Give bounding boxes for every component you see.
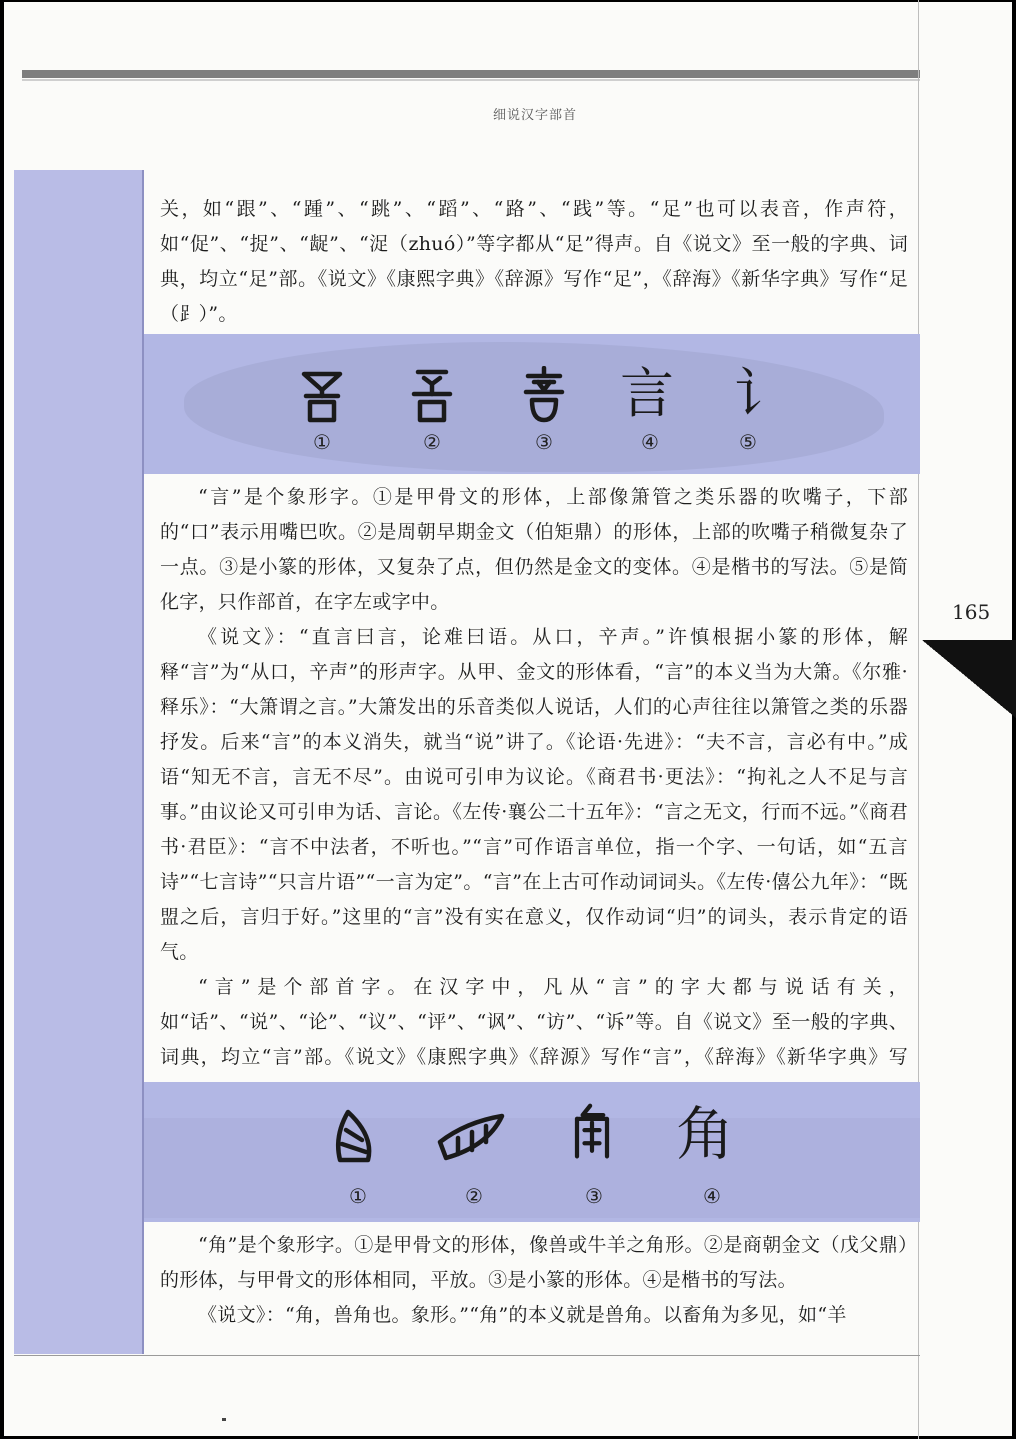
jiao-text-block bbox=[160, 1228, 908, 1333]
label-3: ③ bbox=[585, 1184, 603, 1208]
header-rule bbox=[22, 70, 920, 78]
paragraph-text: 《说文》：“角，兽角也。象形。”“角”的本义就是兽角。以畜角为多见，如“羊 bbox=[198, 1304, 847, 1326]
yan-regular-script-glyph: 言 bbox=[620, 362, 674, 425]
paragraph-text: 关，如“跟”、“踵”、“跳”、“蹈”、“路”、“践”等。“足”也可以表音，作声符，如“促”、“捉”、“龊”、“浞（zhuó）”等字都从“足”得声。自《说文》至一般的字典、词典，均立“足”部。《说文》《康熙字典》《辞源》写作“足”，《辞海》《新华字典》写作“足（⻊）”。 bbox=[160, 198, 908, 325]
yan-simplified-glyph: 讠 bbox=[734, 362, 788, 425]
thumb-tab bbox=[922, 640, 1016, 718]
footer-rule bbox=[14, 1355, 920, 1356]
label-3: ③ bbox=[535, 430, 553, 454]
paragraph-text: “角”是个象形字。①是甲骨文的形体，像兽或牛羊之角形。②是商朝金文（戊父鼎）的形体，与甲骨文的形体相同，平放。③是小篆的形体。④是楷书的写法。 bbox=[160, 1234, 908, 1291]
yan-small-seal-glyph bbox=[516, 366, 572, 426]
label-2: ② bbox=[465, 1184, 483, 1208]
band-texture bbox=[144, 1118, 920, 1218]
label-4: ④ bbox=[641, 430, 659, 454]
header-rule-thin bbox=[22, 79, 920, 81]
yan-text-block bbox=[160, 480, 908, 1110]
scan-speck bbox=[222, 1418, 226, 1421]
label-5: ⑤ bbox=[739, 430, 757, 454]
label-1: ① bbox=[313, 430, 331, 454]
page-number: 165 bbox=[952, 600, 991, 624]
paragraph-text: “言”是个象形字。①是甲骨文的形体，上部像箫管之类乐器的吹嘴子，下部的“口”表示用嘴巴吹。②是周朝早期金文（伯矩鼎）的形体，上部的吹嘴子稍微复杂了一点。③是小篆的形体，又复杂了点，但仍然是金文的变体。④是楷书的写法。⑤是简化字，只作部首，在字左或字中。 bbox=[160, 486, 908, 613]
paragraph-text: “言”是个部首字。在汉字中，凡从“言”的字大都与说话有关，如“话”、“说”、“论”、“议”、“评”、“讽”、“访”、“诉”等。自《说文》至一般的字典、词典，均立“言”部。《说文》《康熙字典》《辞源》写作“言”，《辞海》《新华字典》写 bbox=[160, 976, 908, 1068]
running-head: 细说汉字部首 bbox=[492, 108, 577, 123]
jiao-small-seal-glyph bbox=[564, 1102, 620, 1162]
jiao-forms-band bbox=[144, 1082, 920, 1222]
paragraph-text: 《说文》：“直言曰言，论难曰语。从口，䇂声。”许慎根据小篆的形体，解释“言”为“从口，䇂声”的形声字。从甲、金文的形体看，“言”的本义当为大箫。《尔雅·释乐》：“大箫谓之言。”大箫发出的乐音类似人说话，人们的心声往往以箫管之类的乐器抒发。后来“言”的本义消失，就当“说”讲了。《论语·先进》：“夫不言，言必有中。”成语“知无不言，言无不尽”。由说可引申为议论。《商君书·更法》：“拘礼之人不足与言事。”由议论又可引申为话、言论。《左传·襄公二十五年》：“言之无文，行而不远。”《商君书·君臣》：“言不中法者，不听也。”“言”可作语言单位，指一个字、一句话，如“五言诗”“七言诗”“只言片语”“一言为定”。“言”在上古可作动词词头。《左传·僖公九年》：“既盟之后，言归于好。”这里的“言”没有实在意义，仅作动词“归”的词头，表示肯定的语气。 bbox=[160, 626, 908, 963]
decorative-sidebar bbox=[14, 170, 142, 1354]
jiao-regular-script-glyph: 角 bbox=[676, 1100, 735, 1168]
yan-oracle-bone-glyph bbox=[294, 366, 350, 426]
jiao-oracle-bone-glyph bbox=[328, 1106, 384, 1166]
label-4: ④ bbox=[703, 1184, 721, 1208]
paragraph-zu-continuation bbox=[160, 192, 908, 332]
yan-bronze-glyph bbox=[404, 366, 460, 426]
page-edge-rule bbox=[918, 0, 919, 1439]
label-1: ① bbox=[349, 1184, 367, 1208]
label-2: ② bbox=[423, 430, 441, 454]
jiao-bronze-glyph bbox=[436, 1110, 506, 1170]
yan-forms-band bbox=[144, 334, 920, 474]
